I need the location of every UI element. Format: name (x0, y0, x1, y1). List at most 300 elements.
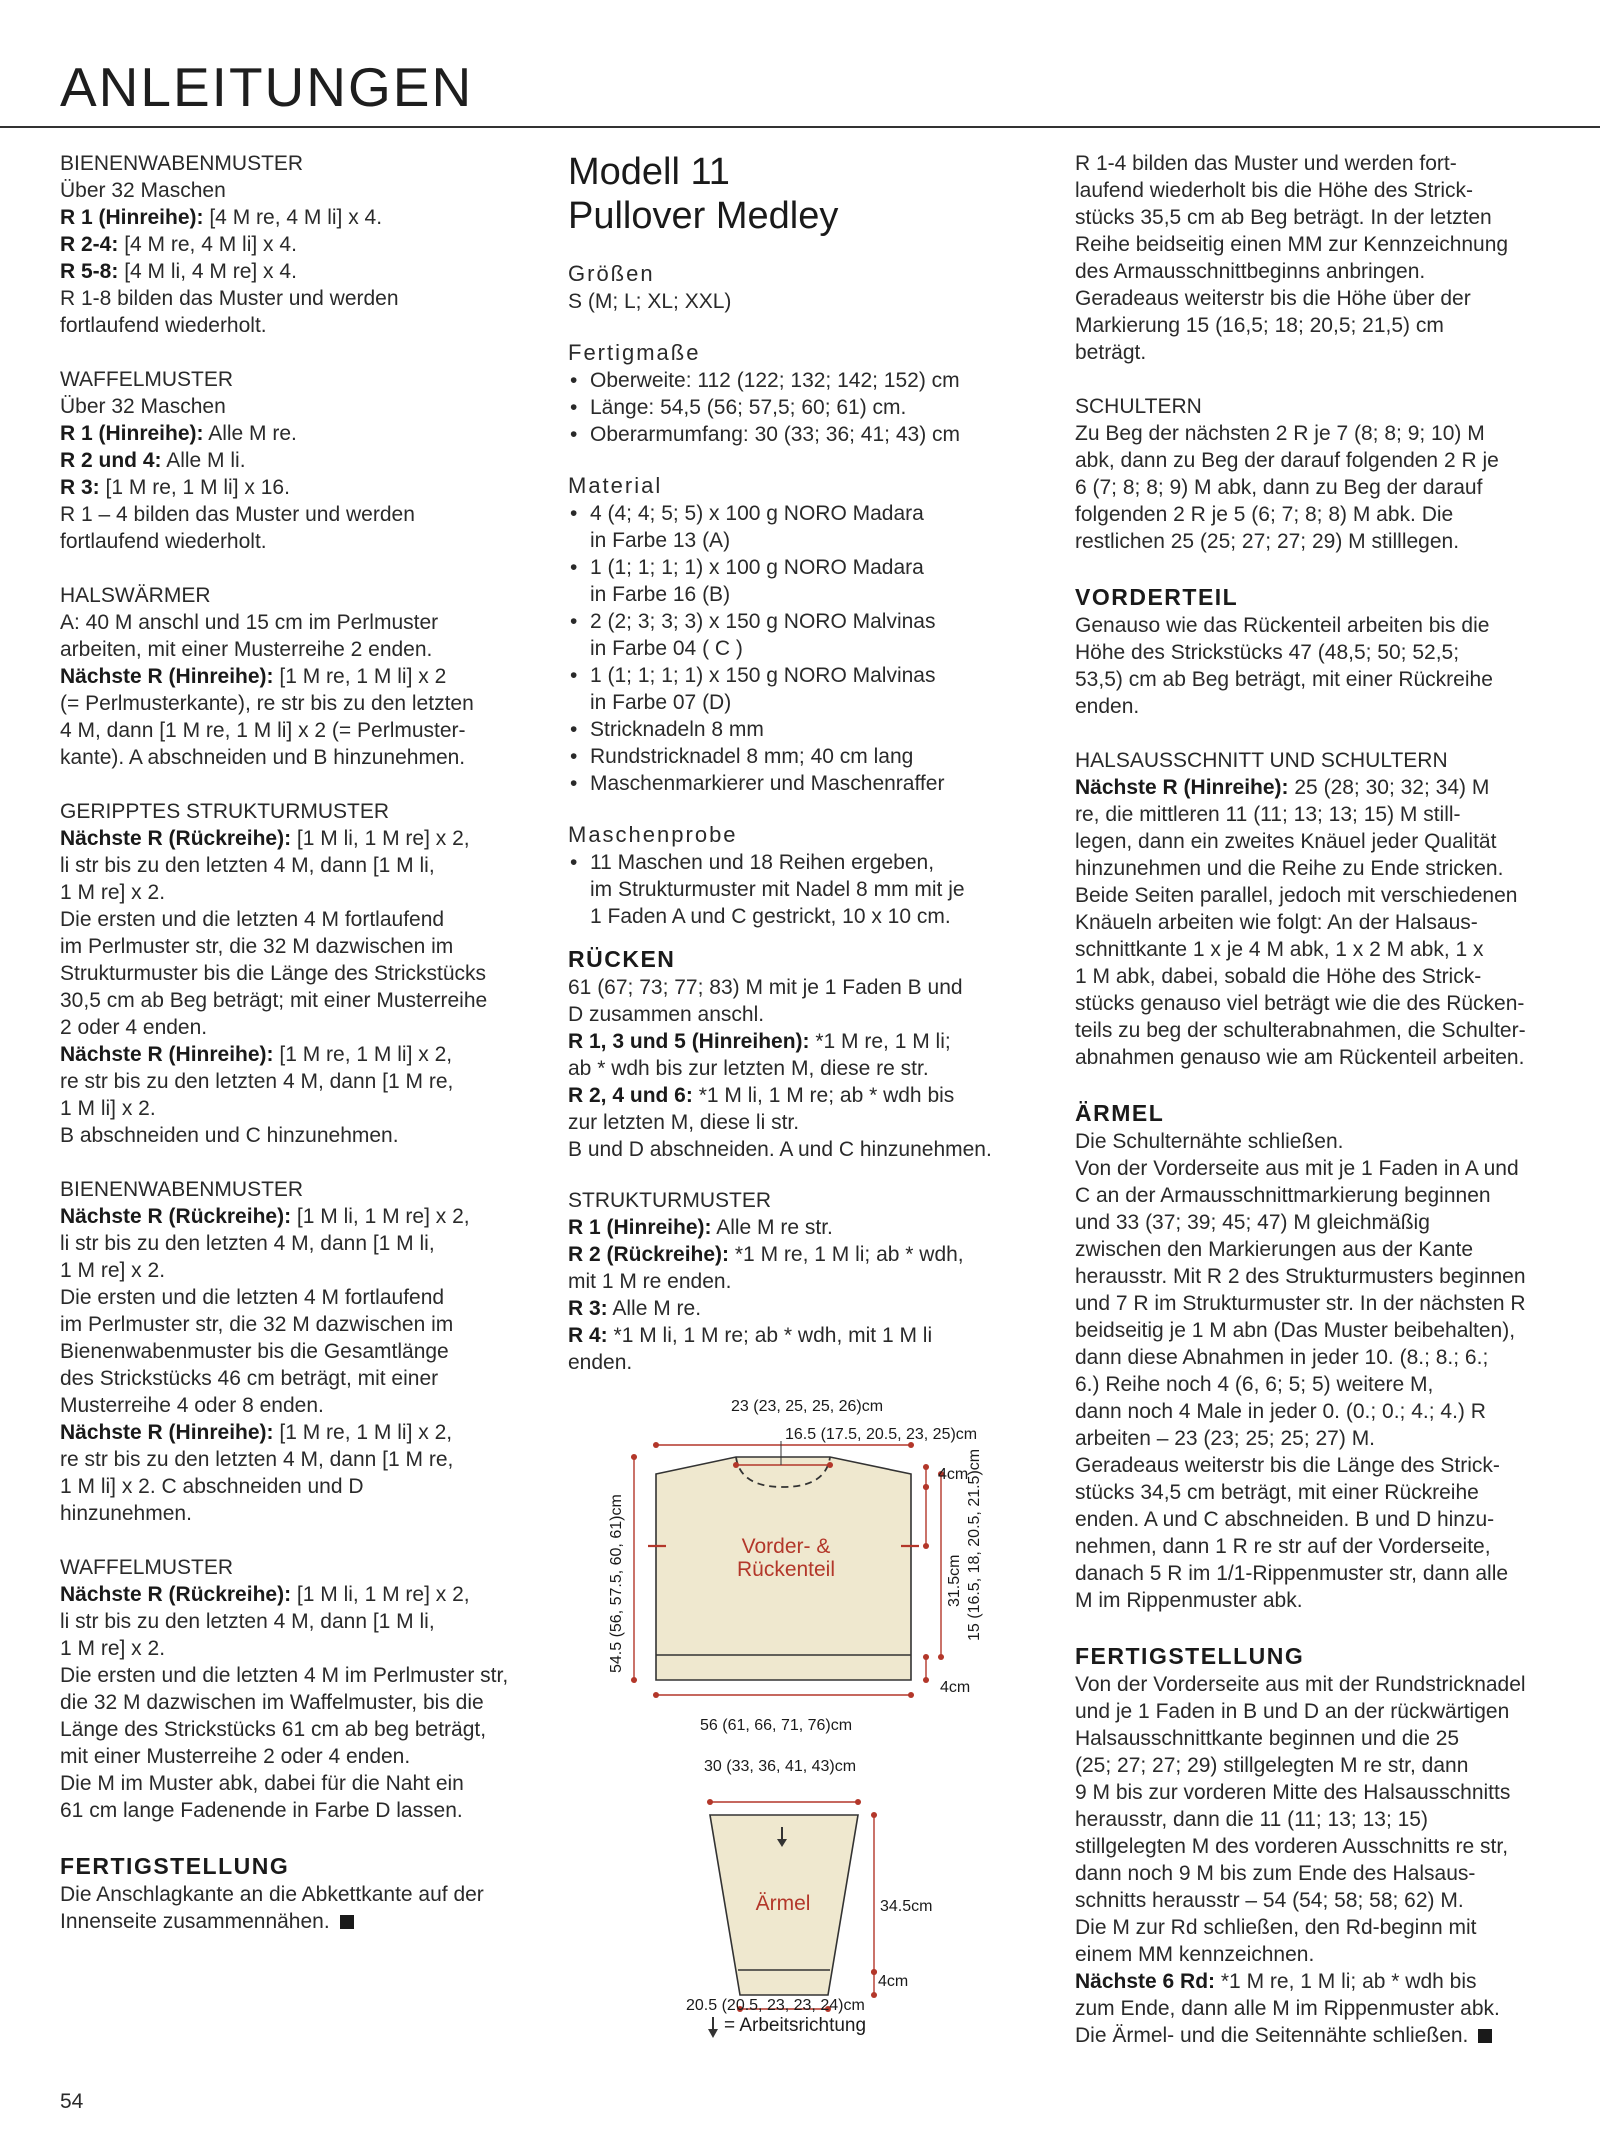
text-line (60, 1908, 540, 1935)
text-line (1075, 447, 1555, 474)
text-line-bold: R 3: (60, 476, 100, 499)
text-line-text: *1 M re, 1 M li; ab * wdh, (729, 1243, 964, 1266)
text-line-bold: R 2-4: (60, 233, 119, 256)
model-title: Modell 11 (568, 151, 730, 193)
text-line (60, 177, 540, 204)
label-sleeve-bottom: 20.5 (20.5, 23, 23, 24)cm (686, 1997, 865, 2014)
text-line-text: im Perlmuster str, die 32 M dazwischen im (60, 1313, 454, 1336)
text-line-text: und 7 R im Strukturmuster str. In der nächsten R (1075, 1292, 1526, 1315)
gauge-heading: Maschenprobe (568, 822, 738, 847)
text-line-text: stücks 34,5 cm beträgt, mit einer Rückreihe (1075, 1481, 1479, 1504)
right-section-intro (1075, 150, 1555, 366)
gauge-section (568, 821, 1048, 930)
text-line-bold: Nächste R (Hinreihe): (1075, 776, 1289, 799)
text-line (1075, 1587, 1555, 1614)
text-line-text: li str bis zu den letzten 4 M, dann [1 M li, (60, 1232, 435, 1255)
text-line-text: 25 (28; 30; 32; 34) M (1288, 776, 1490, 799)
text-line-text: Zu Beg der nächsten 2 R je 7 (8; 8; 9; 10) M (1075, 422, 1485, 445)
text-line-text: dann noch 4 Male in jeder 0. (0.; 0.; 4.; 4.) R (1075, 1400, 1486, 1423)
text-line-text: 4 M, dann [1 M re, 1 M li] x 2 (= Perlmuster- (60, 719, 466, 742)
right-section-finishing (1075, 1641, 1555, 2049)
bullet-icon: • (570, 772, 578, 795)
label-rib-height: 4cm (940, 1679, 971, 1696)
text-line (60, 1581, 540, 1608)
list-item (568, 662, 1048, 689)
model-subtitle: Pullover Medley (568, 195, 839, 237)
list-item-continuation (568, 903, 1048, 930)
text-line (60, 609, 540, 636)
label-body-line1: Vorder- & (741, 1535, 831, 1558)
list-item-continuation (568, 689, 1048, 716)
legend-arrowhead (708, 2029, 718, 2038)
text-line (60, 1095, 540, 1122)
text-line (1075, 963, 1555, 990)
list-item (568, 770, 1048, 797)
text-line (1075, 1452, 1555, 1479)
header-rule (0, 126, 1600, 128)
text-line-text: hinzunehmen und die Reihe zu Ende stricken. (1075, 857, 1504, 880)
text-line (1075, 501, 1555, 528)
right-section-neck (1075, 747, 1555, 1071)
finishing-heading: FERTIGSTELLUNG (60, 1853, 290, 1879)
text-line (1075, 204, 1555, 231)
left-section (60, 798, 540, 1149)
text-line (1075, 528, 1555, 555)
text-line-text: Halsausschnittkante beginnen und die 25 (1075, 1727, 1460, 1750)
text-line (60, 447, 540, 474)
list-item-text: Maschenmarkierer und Maschenraffer (590, 772, 945, 795)
text-line (568, 1028, 1048, 1055)
text-line (60, 501, 540, 528)
text-line-text: einem MM kennzeichnen. (1075, 1943, 1315, 1966)
list-item-text: Oberweite: 112 (122; 132; 142; 152) cm (590, 369, 960, 392)
text-line (1075, 2022, 1555, 2049)
text-line (60, 987, 540, 1014)
text-line (1075, 1941, 1555, 1968)
text-line-text: Strukturmuster bis die Länge des Strickstücks (60, 962, 487, 985)
text-line-bold: R 2 (Rückreihe): (568, 1243, 730, 1266)
text-line-text: folgenden 2 R je 5 (6; 7; 8; 8) M abk. Die (1075, 503, 1454, 526)
schematic-diagram (568, 1395, 1048, 2045)
right-section-sleeves (1075, 1098, 1555, 1614)
bullet-icon: • (570, 396, 578, 419)
text-line-text: Über 32 Maschen (60, 179, 226, 202)
left-section (60, 1176, 540, 1527)
list-item (568, 716, 1048, 743)
sleeves-heading: ÄRMEL (1075, 1100, 1165, 1126)
text-line (60, 1419, 540, 1446)
text-line-bold: Nächste R (Hinreihe): (60, 1043, 274, 1066)
left-section (60, 366, 540, 555)
text-line (1075, 1344, 1555, 1371)
text-line (568, 1295, 1048, 1322)
text-line-text: Musterreihe 4 oder 8 enden. (60, 1394, 324, 1417)
text-line (1075, 1752, 1555, 1779)
text-line-text: arbeiten – 23 (23; 25; 25; 27) M. (1075, 1427, 1376, 1450)
text-line-text: zum Ende, dann alle M im Rippenmuster abk. (1075, 1997, 1500, 2020)
text-line (1075, 1263, 1555, 1290)
text-line-text: Länge des Strickstücks 61 cm ab beg beträgt, (60, 1718, 487, 1741)
text-line-text: stillgelegten M des vorderen Ausschnitts re str, (1075, 1835, 1509, 1858)
label-body-piece (716, 1535, 856, 1581)
label-sleeve-top: 30 (33, 36, 41, 43)cm (704, 1758, 857, 1775)
text-line (1075, 1779, 1555, 1806)
label-side-length: 31.5cm (946, 1554, 963, 1607)
list-item-continuation (568, 876, 1048, 903)
left-section (60, 150, 540, 339)
text-line (1075, 1698, 1555, 1725)
back-section (568, 944, 1048, 1163)
text-line (1075, 258, 1555, 285)
text-line-text: und je 1 Faden in B und D an der rückwärtigen (1075, 1700, 1510, 1723)
text-line (1075, 1806, 1555, 1833)
text-line-text: (= Perlmusterkante), re str bis zu den letzten (60, 692, 474, 715)
text-line (1075, 1833, 1555, 1860)
text-line-text: B abschneiden und C hinzunehmen. (60, 1124, 399, 1147)
text-line (60, 1257, 540, 1284)
end-mark-icon (340, 1915, 354, 1929)
label-body-line2: Rückenteil (736, 1558, 836, 1581)
text-line-bold: R 4: (568, 1324, 608, 1347)
text-line (60, 474, 540, 501)
text-line-text: zwischen den Markierungen aus der Kante (1075, 1238, 1474, 1261)
text-line-text: ab * wdh bis zur letzten M, diese re str. (568, 1057, 929, 1080)
text-line (568, 1214, 1048, 1241)
text-line-text: legen, dann ein zweites Knäuel jeder Qualität (1075, 830, 1497, 853)
text-line-text: arbeiten, mit einer Musterreihe 2 enden. (60, 638, 433, 661)
text-line (60, 1203, 540, 1230)
text-line-text: 6.) Reihe noch 4 (6, 6; 5; 5) weitere M, (1075, 1373, 1434, 1396)
text-line (60, 636, 540, 663)
text-line-text: B und D abschneiden. A und C hinzunehmen. (568, 1138, 992, 1161)
text-line-text: enden. (1075, 695, 1140, 718)
text-line-bold: R 1 (Hinreihe): (60, 206, 204, 229)
text-line (60, 1608, 540, 1635)
text-line (1075, 1155, 1555, 1182)
bullet-icon: • (570, 718, 578, 741)
text-line (60, 1689, 540, 1716)
left-section (60, 1554, 540, 1824)
text-line (60, 393, 540, 420)
sizes-text: S (M; L; XL; XXL) (568, 290, 732, 313)
text-line (60, 1500, 540, 1527)
list-item-continuation (568, 581, 1048, 608)
text-line (60, 1041, 540, 1068)
list-item (568, 743, 1048, 770)
text-line (60, 1662, 540, 1689)
text-line (1075, 1236, 1555, 1263)
text-line-text: enden. A und C abschneiden. B und D hinzu- (1075, 1508, 1495, 1531)
left-column (60, 150, 540, 1962)
text-line-text: Beide Seiten parallel, jedoch mit verschiedenen (1075, 884, 1518, 907)
label-armhole-depth: 15 (16.5, 18, 20.5, 21.5)cm (966, 1448, 983, 1641)
text-line (1075, 1371, 1555, 1398)
text-line-bold: Nächste R (Rückreihe): (60, 1583, 292, 1606)
text-line (60, 528, 540, 555)
text-line-text: Alle M re. (607, 1297, 702, 1320)
shoulders-heading: SCHULTERN (1075, 395, 1202, 418)
text-line (1075, 312, 1555, 339)
label-total-length: 54.5 (56, 57.5, 60, 61)cm (608, 1494, 625, 1673)
text-line-text: Höhe des Strickstücks 47 (48,5; 50; 52,5; (1075, 641, 1460, 664)
text-line-text: des Strickstücks 46 cm beträgt, mit einer (60, 1367, 439, 1390)
text-line-text: beträgt. (1075, 341, 1147, 364)
text-line-text: *1 M re, 1 M li; (809, 1030, 951, 1053)
text-line-text: 1 M li] x 2. C abschneiden und D (60, 1475, 364, 1498)
section-heading: WAFFELMUSTER (60, 1556, 234, 1579)
list-item-text: in Farbe 04 ( C ) (590, 637, 743, 660)
text-line-bold: R 1, 3 und 5 (Hinreihen): (568, 1030, 810, 1053)
text-line (60, 1635, 540, 1662)
list-item (568, 849, 1048, 876)
text-line (60, 825, 540, 852)
text-line (568, 1082, 1048, 1109)
label-neck-depth: 4cm (938, 1466, 969, 1483)
label-sleeve-length: 34.5cm (880, 1898, 933, 1915)
text-line (1075, 1533, 1555, 1560)
text-line-text: abk, dann zu Beg der darauf folgenden 2 R je (1075, 449, 1499, 472)
text-line (60, 1797, 540, 1824)
text-line (568, 1241, 1048, 1268)
text-line-bold: R 3: (568, 1297, 608, 1320)
text-line-text: [1 M li, 1 M re] x 2, (291, 1205, 470, 1228)
text-line (1075, 1995, 1555, 2022)
text-line-text: [1 M li, 1 M re] x 2, (291, 827, 470, 850)
material-heading: Material (568, 473, 663, 498)
text-line (568, 974, 1048, 1001)
text-line-text: Reihe beidseitig einen MM zur Kennzeichnung (1075, 233, 1509, 256)
section-heading: HALSWÄRMER (60, 584, 211, 607)
neck-heading: HALSAUSSCHNITT UND SCHULTERN (1075, 749, 1448, 772)
text-line (1075, 1044, 1555, 1071)
text-line-text: Die M im Muster abk, dabei für die Naht ein (60, 1772, 464, 1795)
measurements-section (568, 339, 1048, 448)
text-line (1075, 666, 1555, 693)
section-heading: GERIPPTES STRUKTURMUSTER (60, 800, 390, 823)
text-line (1075, 936, 1555, 963)
text-line-text: Von der Vorderseite aus mit der Rundstricknadel (1075, 1673, 1526, 1696)
text-line-text: [1 M re, 1 M li] x 2, (273, 1421, 453, 1444)
text-line (60, 285, 540, 312)
list-item-text: im Strukturmuster mit Nadel 8 mm mit je (590, 878, 965, 901)
text-line-text: R 1 – 4 bilden das Muster und werden (60, 503, 415, 526)
text-line (1075, 1506, 1555, 1533)
text-line-text: li str bis zu den letzten 4 M, dann [1 M li, (60, 854, 435, 877)
text-line (60, 1716, 540, 1743)
text-line-text: Die Ärmel- und die Seitennähte schließen. (1075, 2024, 1469, 2047)
text-line-text: [4 M re, 4 M li] x 4. (118, 233, 297, 256)
label-sleeve-piece: Ärmel (755, 1892, 811, 1915)
text-line-text: Die ersten und die letzten 4 M fortlaufend (60, 908, 445, 931)
text-line (1075, 1479, 1555, 1506)
text-line (1075, 1128, 1555, 1155)
page-number: 54 (60, 2090, 84, 2113)
text-line-text: dann diese Abnahmen in jeder 10. (8.; 8.; 6.; (1075, 1346, 1489, 1369)
text-line-text: Innenseite zusammennähen. (60, 1910, 330, 1933)
list-item-text: in Farbe 13 (A) (590, 529, 731, 552)
bullet-icon: • (570, 664, 578, 687)
page-header-title: ANLEITUNGEN (60, 56, 474, 118)
text-line-text: 1 M abk, dabei, sobald die Höhe des Strick- (1075, 965, 1482, 988)
text-line (568, 1001, 1048, 1028)
text-line (568, 1136, 1048, 1163)
text-line-text: 61 (67; 73; 77; 83) M mit je 1 Faden B und (568, 976, 963, 999)
text-line (568, 1349, 1048, 1376)
text-line-text: Geradeaus weiterstr bis die Länge des Strick- (1075, 1454, 1500, 1477)
text-line (1075, 1425, 1555, 1452)
list-item (568, 608, 1048, 635)
text-line-text: [1 M li, 1 M re] x 2, (291, 1583, 470, 1606)
text-line-text: [1 M re, 1 M li] x 16. (99, 476, 290, 499)
text-line (60, 1284, 540, 1311)
text-line (60, 1338, 540, 1365)
text-line (60, 204, 540, 231)
text-line (1075, 1017, 1555, 1044)
text-line (1075, 639, 1555, 666)
text-line (60, 312, 540, 339)
text-line (1075, 231, 1555, 258)
text-line-text: restlichen 25 (25; 27; 27; 29) M stilllegen. (1075, 530, 1460, 553)
material-section (568, 472, 1048, 797)
text-line (1075, 1887, 1555, 1914)
text-line-text: schnittkante 1 x je 4 M abk, 1 x 2 M abk, 1 x (1075, 938, 1484, 961)
text-line (60, 906, 540, 933)
text-line (60, 1473, 540, 1500)
text-line (60, 717, 540, 744)
list-item-text: Länge: 54,5 (56; 57,5; 60; 61) cm. (590, 396, 907, 419)
text-line-text: 1 M re] x 2. (60, 881, 166, 904)
text-line (1075, 1209, 1555, 1236)
text-line-text: die 32 M dazwischen im Waffelmuster, bis die (60, 1691, 484, 1714)
text-line (60, 1068, 540, 1095)
text-line (60, 1230, 540, 1257)
text-line (60, 420, 540, 447)
list-item-text: 1 (1; 1; 1; 1) x 100 g NORO Madara (590, 556, 924, 579)
text-line-text: R 1-8 bilden das Muster und werden (60, 287, 399, 310)
text-line (60, 1365, 540, 1392)
list-item-text: 1 (1; 1; 1; 1) x 150 g NORO Malvinas (590, 664, 936, 687)
list-item (568, 421, 1048, 448)
text-line-text: C an der Armausschnittmarkierung beginnen (1075, 1184, 1491, 1207)
bullet-icon: • (570, 556, 578, 579)
text-line-text: [4 M li, 4 M re] x 4. (118, 260, 297, 283)
text-line (1075, 339, 1555, 366)
text-line-text: dann noch 9 M bis zum Ende des Halsaus- (1075, 1862, 1476, 1885)
text-line-text: fortlaufend wiederholt. (60, 314, 267, 337)
text-line (60, 690, 540, 717)
text-line-text: zur letzten M, diese li str. (568, 1111, 800, 1134)
list-item-text: Rundstricknadel 8 mm; 40 cm lang (590, 745, 914, 768)
text-line (1075, 612, 1555, 639)
text-line-text: Geradeaus weiterstr bis die Höhe über der (1075, 287, 1471, 310)
text-line (60, 879, 540, 906)
text-line (1075, 990, 1555, 1017)
text-line-text: 9 M bis zur vorderen Mitte des Halsausschnitts (1075, 1781, 1511, 1804)
text-line-text: des Armausschnittbeginns anbringen. (1075, 260, 1426, 283)
text-line-text: beidseitig je 1 M abn (Das Muster beibehalten), (1075, 1319, 1516, 1342)
bullet-icon: • (570, 851, 578, 874)
text-line-text: Alle M li. (161, 449, 246, 472)
text-line (60, 1770, 540, 1797)
text-line (1075, 801, 1555, 828)
text-line-text: hinzunehmen. (60, 1502, 192, 1525)
text-line-text: D zusammen anschl. (568, 1003, 765, 1026)
text-line (60, 1446, 540, 1473)
structure-heading: STRUKTURMUSTER (568, 1189, 771, 1212)
text-line-text: re str bis zu den letzten 4 M, dann [1 M re, (60, 1070, 454, 1093)
text-line (60, 1392, 540, 1419)
text-line-text: (25; 27; 27; 29) stillgelegten M re str, dann (1075, 1754, 1469, 1777)
right-section-front (1075, 582, 1555, 720)
text-line (568, 1055, 1048, 1082)
text-line-text: [1 M re, 1 M li] x 2, (273, 1043, 453, 1066)
text-line-text: [1 M re, 1 M li] x 2 (273, 665, 447, 688)
section-heading: BIENENWABENMUSTER (60, 152, 304, 175)
text-line-text: 30,5 cm ab Beg beträgt; mit einer Musterreihe (60, 989, 488, 1012)
section-heading: WAFFELMUSTER (60, 368, 234, 391)
list-item-text: 4 (4; 4; 5; 5) x 100 g NORO Madara (590, 502, 924, 525)
text-line-text: 2 oder 4 enden. (60, 1016, 208, 1039)
text-line-text: 1 M re] x 2. (60, 1637, 166, 1660)
sizes-heading: Größen (568, 261, 655, 286)
text-line (60, 852, 540, 879)
text-line-text: Markierung 15 (16,5; 18; 20,5; 21,5) cm (1075, 314, 1444, 337)
text-line (1075, 150, 1555, 177)
text-line-text: Alle M re str. (711, 1216, 833, 1239)
measurements-heading: Fertigmaße (568, 340, 701, 365)
text-line-text: Die Anschlagkante an die Abkettkante auf der (60, 1883, 484, 1906)
end-mark-icon (1478, 2029, 1492, 2043)
text-line-text: kante). A abschneiden und B hinzunehmen. (60, 746, 466, 769)
list-item-continuation (568, 635, 1048, 662)
text-line-text: nehmen, dann 1 R re str auf der Vorderseite, (1075, 1535, 1491, 1558)
text-line (1075, 1398, 1555, 1425)
text-line-text: 53,5) cm ab Beg beträgt, mit einer Rückreihe (1075, 668, 1493, 691)
text-line (1075, 177, 1555, 204)
text-line-text: 1 M re] x 2. (60, 1259, 166, 1282)
text-line-text: im Perlmuster str, die 32 M dazwischen im (60, 935, 454, 958)
text-line-text: re str bis zu den letzten 4 M, dann [1 M re, (60, 1448, 454, 1471)
text-line-text: herausstr, dann die 11 (11; 13; 13; 15) (1075, 1808, 1428, 1831)
label-sleeve-rib: 4cm (878, 1973, 909, 1990)
text-line (1075, 1968, 1555, 1995)
list-item-text: in Farbe 07 (D) (590, 691, 732, 714)
list-item (568, 367, 1048, 394)
text-line-text: danach 5 R im 1/1-Rippenmuster str, dann alle (1075, 1562, 1509, 1585)
text-line-text: 1 M li] x 2. (60, 1097, 156, 1120)
text-line-text: enden. (568, 1351, 633, 1374)
middle-column (568, 150, 1048, 1403)
text-line-bold: R 5-8: (60, 260, 119, 283)
list-item (568, 394, 1048, 421)
text-line (568, 1109, 1048, 1136)
text-line (1075, 1560, 1555, 1587)
structure-section (568, 1187, 1048, 1376)
text-line (60, 1311, 540, 1338)
text-line (1075, 693, 1555, 720)
list-item-text: 11 Maschen und 18 Reihen ergeben, (590, 851, 935, 874)
right-column (1075, 150, 1555, 2076)
text-line-text: Genauso wie das Rückenteil arbeiten bis die (1075, 614, 1490, 637)
text-line (1075, 474, 1555, 501)
list-item-text: 2 (2; 3; 3; 3) x 150 g NORO Malvinas (590, 610, 936, 633)
list-item-text: 1 Faden A und C gestrickt, 10 x 10 cm. (590, 905, 951, 928)
back-heading: RÜCKEN (568, 946, 676, 972)
bullet-icon: • (570, 745, 578, 768)
text-line-bold: R 2 und 4: (60, 449, 162, 472)
text-line (1075, 1182, 1555, 1209)
bullet-icon: • (570, 369, 578, 392)
